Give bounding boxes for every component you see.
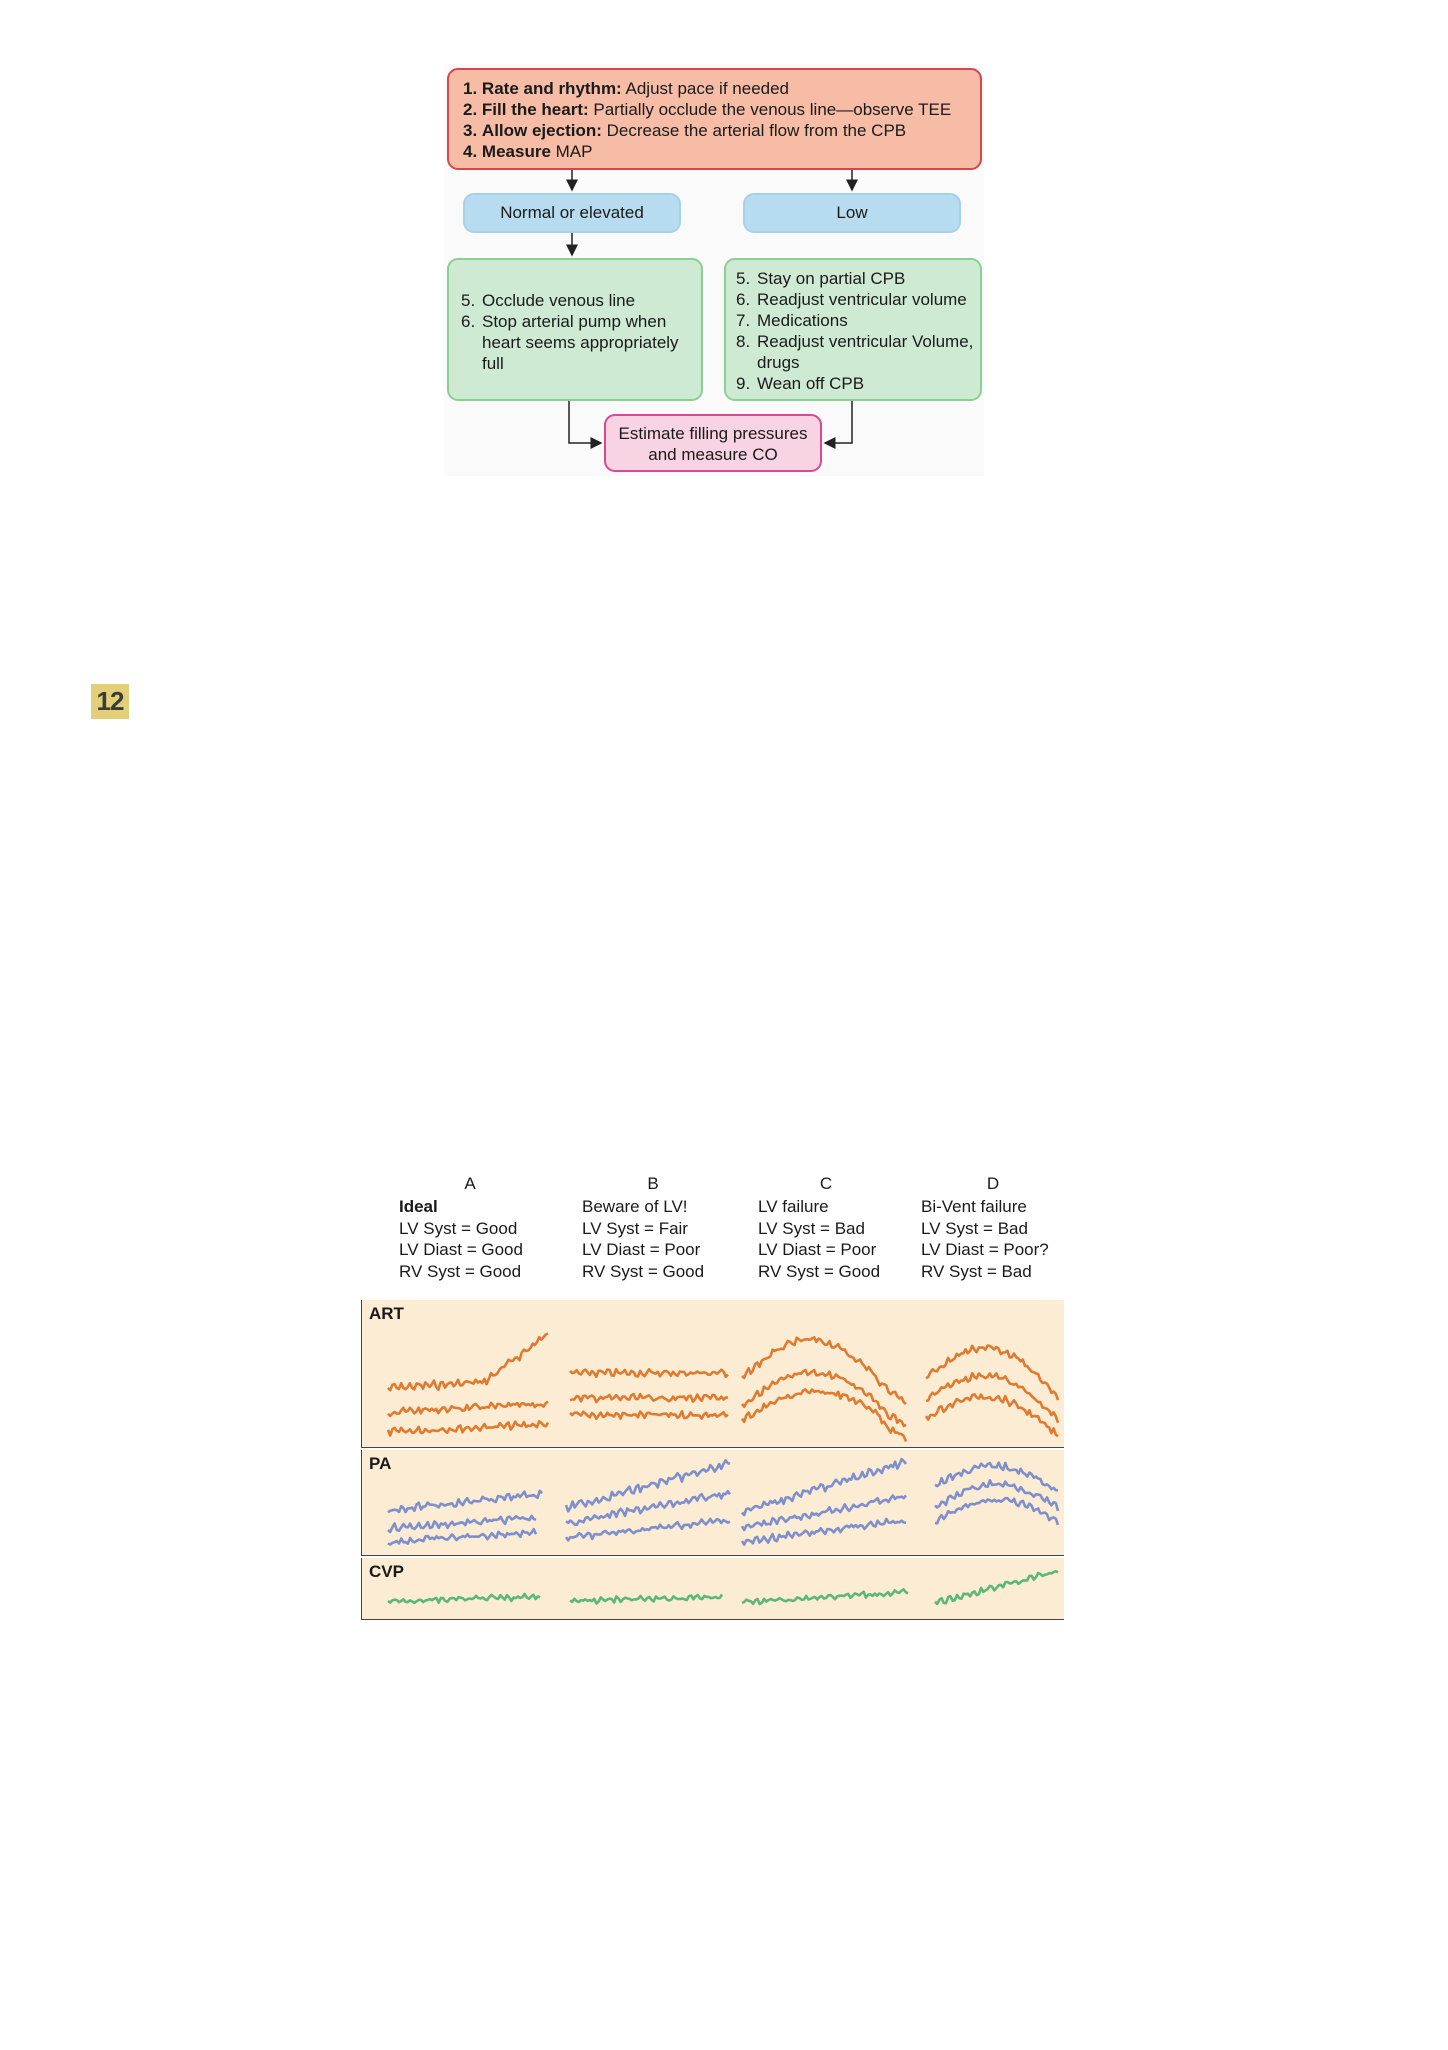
pa-trace-d-1 [935,1463,1058,1491]
art-panel-label: ART [369,1304,404,1323]
cvp-trace-a [388,1594,540,1603]
pa-trace-d-2 [935,1480,1058,1511]
step-2: 2. Fill the heart: Partially occlude the venous line—observe TEE [463,100,952,119]
column-c-rv-syst: RV Syst = Good [758,1261,881,1281]
pa-trace-a-3 [388,1529,536,1545]
column-letter-c: C [819,1174,833,1193]
column-c-lv-diast: LV Diast = Poor [758,1240,877,1259]
column-a-lv-diast: LV Diast = Good [399,1240,523,1259]
column-a-title: Ideal [399,1197,438,1216]
column-d-lv-diast: LV Diast = Poor? [921,1240,1049,1259]
art-trace-d-1 [926,1346,1058,1401]
column-letter-b: B [647,1174,659,1193]
step-4: 4. Measure MAP [463,142,593,161]
step-1: 1. Rate and rhythm: Adjust pace if needed [463,79,790,98]
column-b-rv-syst: RV Syst = Good [582,1261,705,1281]
column-b-lv-diast: LV Diast = Poor [582,1240,701,1259]
low-action-5: 5. Stay on partial CPB [736,269,906,288]
column-d-title: Bi-Vent failure [921,1197,1027,1216]
pa-trace-a-1 [388,1491,542,1513]
pa-trace-b-2 [566,1491,730,1525]
column-b-title: Beware of LV! [582,1197,688,1216]
cvp-trace-c [742,1589,908,1604]
pa-trace-b-1 [566,1460,730,1511]
result-line-2: and measure CO [648,445,778,464]
pa-trace-c-1 [742,1459,906,1515]
branch-low: Low [743,193,961,233]
art-trace-b-2 [570,1394,728,1402]
low-action-7: 7. Medications [736,311,848,330]
art-trace-c-3 [742,1389,906,1441]
column-d-lv-syst: LV Syst = Bad [921,1218,1028,1238]
art-trace-a-3 [388,1421,548,1435]
pa-panel-label: PA [369,1454,392,1473]
column-c-lv-syst: LV Syst = Bad [758,1218,865,1238]
branch-normal-or-elevated: Normal or elevated [463,193,681,233]
column-a-lv-syst: LV Syst = Good [399,1218,518,1238]
cvp-trace-b [570,1594,722,1603]
art-trace-b-1 [570,1369,728,1377]
art-trace-a-2 [388,1402,548,1417]
low-action-6: 6. Readjust ventricular volume [736,290,967,309]
art-trace-a-1 [388,1334,548,1391]
column-a-rv-syst: RV Syst = Good [399,1261,522,1281]
step-3: 3. Allow ejection: Decrease the arterial flow from the CPB [463,121,907,140]
column-letter-a: A [464,1174,476,1193]
normal-action-5: 5. Occlude venous line [461,291,636,310]
art-trace-b-3 [570,1411,728,1419]
chapter-number-badge: 12 [91,684,129,719]
normal-action-6: 6. Stop arterial pump when heart seems appropriately full [461,312,679,373]
column-c-title: LV failure [758,1197,829,1216]
cvp-trace-d [935,1571,1058,1604]
low-action-9: 9. Wean off CPB [736,374,865,393]
pa-trace-d-3 [935,1498,1058,1525]
low-action-8: 8. Readjust ventricular Volume, drugs [736,332,974,372]
column-letter-d: D [986,1174,1000,1193]
pa-trace-b-3 [566,1519,730,1540]
column-b-lv-syst: LV Syst = Fair [582,1218,688,1238]
cvp-panel-label: CVP [369,1562,404,1581]
result-line-1: Estimate filling pressures [618,424,808,443]
pa-trace-a-2 [388,1516,536,1532]
column-d-rv-syst: RV Syst = Bad [921,1261,1032,1281]
